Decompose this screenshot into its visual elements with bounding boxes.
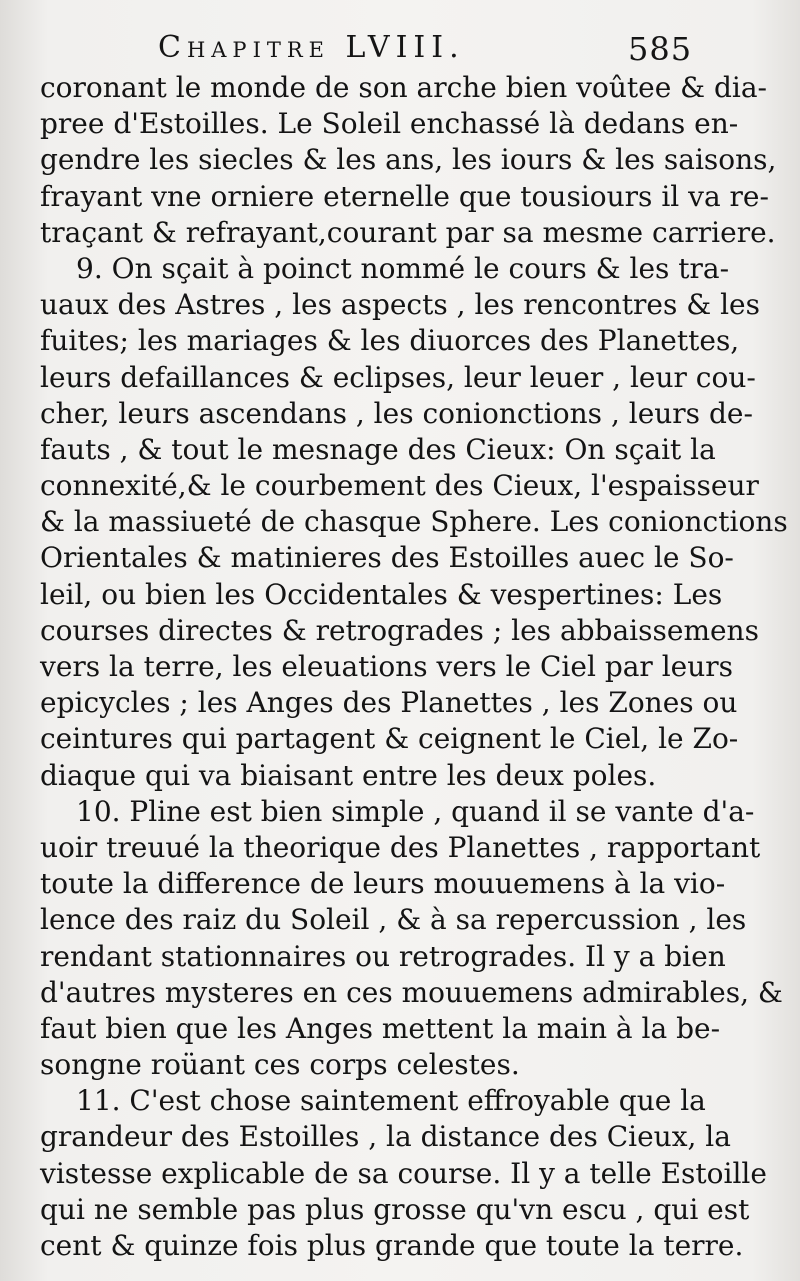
text-line: traçant & refrayant,courant par sa mesme carriere.: [40, 215, 776, 249]
text-line: uoir treuué la theorique des Planettes , rapportant: [40, 830, 761, 864]
text-line: Orientales & matinieres des Estoilles auec le So-: [40, 541, 734, 575]
text-line: 11. C'est chose saintement effroyable que la: [76, 1084, 706, 1118]
text-line: epicycles ; les Anges des Planettes , les Zones ou: [40, 686, 738, 720]
text-line: pree d'Estoilles. Le Soleil enchassé là dedans en-: [40, 107, 739, 141]
running-head: Chapitre LVIII.: [158, 30, 465, 65]
text-line: diaque qui va biaisant entre les deux poles.: [40, 758, 657, 792]
text-line: grandeur des Estoilles , la distance des Cieux, la: [40, 1120, 731, 1154]
text-line: qui ne semble pas plus grosse qu'vn escu , qui est: [40, 1192, 750, 1226]
text-line: connexité,& le courbement des Cieux, l'espaisseur: [40, 469, 759, 503]
text-line: frayant vne orniere eternelle que tousiours il va re-: [40, 179, 769, 213]
text-line: rendant stationnaires ou retrogrades. Il y a bien: [40, 939, 726, 973]
page-number: 585: [628, 30, 693, 68]
text-line: courses directes & retrogrades ; les abbaissemens: [40, 613, 759, 647]
body-text: [40, 70, 788, 1264]
text-line: songne roüant ces corps celestes.: [40, 1048, 520, 1082]
text-line: gendre les siecles & les ans, les iours & les saisons,: [40, 143, 777, 177]
text-line: toute la difference de leurs mouuemens à la vio-: [40, 867, 726, 901]
text-line: vistesse explicable de sa course. Il y a telle Estoille: [40, 1156, 767, 1190]
text-line: leurs defaillances & eclipses, leur leuer , leur cou-: [40, 360, 756, 394]
text-line: lence des raiz du Soleil , & à sa repercussion , les: [40, 903, 747, 937]
text-line: ceintures qui partagent & ceignent le Ciel, le Zo-: [40, 722, 739, 756]
text-line: coronant le monde de son arche bien voûtee & dia-: [40, 71, 768, 104]
text-line: fauts , & tout le mesnage des Cieux: On sçait la: [40, 432, 716, 466]
text-line: cent & quinze fois plus grande que toute la terre.: [40, 1229, 744, 1262]
text-line: 9. On sçait à poinct nommé le cours & les tra-: [76, 251, 730, 285]
text-line: vers la terre, les eleuations vers le Ciel par leurs: [40, 650, 734, 683]
text-line: d'autres mysteres en ces mouuemens admirables, &: [40, 975, 783, 1009]
text-line: fuites; les mariages & les diuorces des Planettes,: [40, 324, 740, 358]
text-line: 10. Pline est bien simple , quand il se vante d'a-: [76, 794, 755, 828]
text-line: cher, leurs ascendans , les conionctions , leurs de-: [40, 396, 753, 430]
text-line: & la massiueté de chasque Sphere. Les conionctions: [40, 505, 788, 539]
text-line: uaux des Astres , les aspects , les rencontres & les: [40, 288, 760, 322]
text-line: faut bien que les Anges mettent la main à la be-: [40, 1011, 721, 1045]
text-line: leil, ou bien les Occidentales & vespertines: Les: [40, 577, 723, 611]
